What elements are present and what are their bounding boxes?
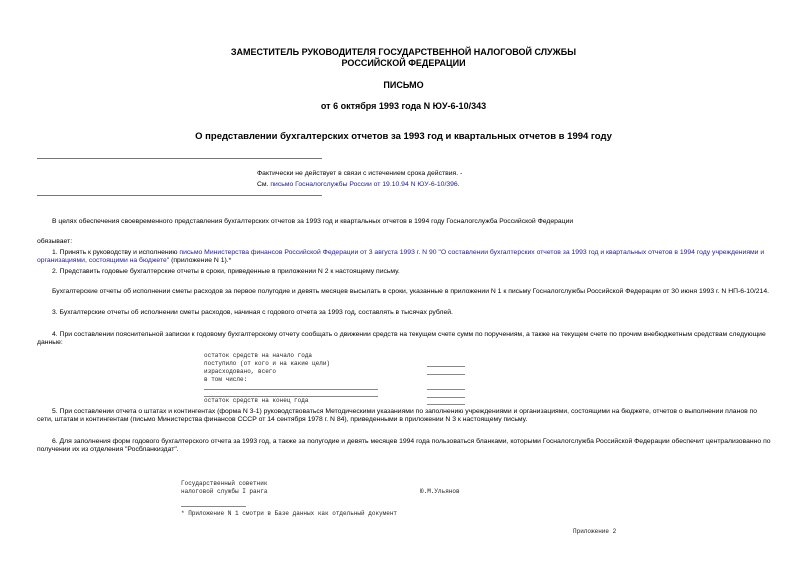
related-letter-link[interactable]: письмо Госналогслужбы России от 19.10.94 N ЮУ-6-10/396	[270, 181, 458, 188]
paragraph-1	[37, 249, 772, 266]
paragraph-4: 4. При составлении пояснительной записки к годовому бухгалтерскому отчету сообщать о движении средств на текущем счете сумм по поручениям, а также на текущем счете по прочим внебюджетным средствам следующие данные:	[37, 331, 766, 347]
table-row-received: поступило (от кого и на какие цели)	[204, 360, 331, 367]
document-title: О представлении бухгалтерских отчетов за 1993 год и квартальных отчетов в 1994 году	[195, 131, 612, 142]
appendix-label: Приложение 2	[573, 528, 617, 535]
intro-paragraph: В целях обеспечения своевременного представления бухгалтерских отчетов за 1993 год и квартальных отчетов в 1994 году Госналогслужба Российской Федерации	[52, 218, 574, 225]
table-row-spent: израсходовано, всего	[204, 368, 277, 375]
issuer-line-2: РОССИЙСКОЙ ФЕДЕРАЦИИ	[341, 58, 466, 68]
paragraph-5: 5. При составлении отчета о штатах и контингентах (форма N 3-1) руководствоваться Методическими указаниями по заполнению учреждениями и организациями, состоящими на бюджете, отчетов о выполнении планов по сети, штатам и контингентам (письмо Министерства финансов СССР от 14 сентября 1978 г. N 84), приведенными в приложении N 3 к настоящему письму.	[37, 408, 758, 424]
document-type: ПИСЬМО	[383, 80, 424, 90]
paragraph-6: 6. Для заполнения форм годового бухгалтерского отчета за 1993 год, а также за полугодие и девять месяцев 1994 года пользоваться бланками, которыми Госналогслужба Российской Федерации обеспечит централизованно по получении их из отделения "Росбланкиздат".	[37, 438, 771, 454]
signer-name: Ю.М.Ульянов	[420, 488, 460, 495]
table-value-line-4	[427, 397, 465, 398]
table-value-line-3	[427, 389, 465, 390]
table-row-start-balance: остаток средств на начало года	[204, 352, 313, 359]
paragraph-2b: Бухгалтерские отчеты об исполнении сметы расходов за первое полугодие и девять месяцев высылать в сроки, указанные в приложении N 1 к письму Госналогслужбы Российской Федерации от 30 июня 1993 г. N НП-6-10/214.	[52, 288, 769, 295]
status-note-suffix: .	[457, 181, 460, 188]
status-note-prefix: См.	[257, 181, 271, 188]
footnote-divider	[181, 506, 246, 507]
bottom-divider	[37, 195, 322, 196]
minfin-letter-link[interactable]: письмо Министерства финансов Российской Федерации от 3 августа 1993 г. N 90 "О составлении бухгалтерских отчетов за 1993 год и квартальных отчетов в 1994 году учреждениями и организациями, состоящими на бюджете"	[37, 249, 765, 265]
top-divider	[37, 158, 322, 159]
signer-position-line-1: Государственный советник	[181, 480, 268, 487]
paragraph-1-prefix: 1. Принять к руководству и исполнению	[52, 249, 180, 256]
paragraph-3: 3. Бухгалтерские отчеты об исполнении сметы расходов, начиная с годового отчета за 1993 год, составлять в тысячах рублей.	[52, 309, 453, 316]
table-row-end-balance: остаток средств на конец года	[204, 397, 309, 404]
obliges-label: обязывает:	[37, 238, 73, 245]
table-blank-line-1	[204, 389, 378, 390]
table-value-line-2	[427, 374, 465, 375]
document-date-number: от 6 октября 1993 года N ЮУ-6-10/343	[320, 101, 487, 111]
issuer-line-1: ЗАМЕСТИТЕЛЬ РУКОВОДИТЕЛЯ ГОСУДАРСТВЕННОЙ НАЛОГОВОЙ СЛУЖБЫ	[230, 47, 577, 57]
table-value-line-1	[427, 366, 465, 367]
status-note-line-1: Фактически не действует в связи с истечением срока действия. -	[257, 170, 463, 177]
footnote: * Приложение N 1 смотри в Базе данных как отдельный документ	[181, 510, 398, 517]
table-row-including: в том числе:	[204, 376, 248, 383]
table-value-line-5	[427, 404, 465, 405]
paragraph-2: 2. Представить годовые бухгалтерские отчеты в сроки, приведенные в приложении N 2 к настоящему письму.	[52, 268, 400, 275]
table-blank-line-2	[204, 396, 378, 397]
status-note-line-2	[257, 181, 460, 189]
paragraph-1-suffix: (приложение N 1).*	[169, 257, 232, 265]
signer-position-line-2: налоговой службы I ранга	[181, 488, 268, 495]
